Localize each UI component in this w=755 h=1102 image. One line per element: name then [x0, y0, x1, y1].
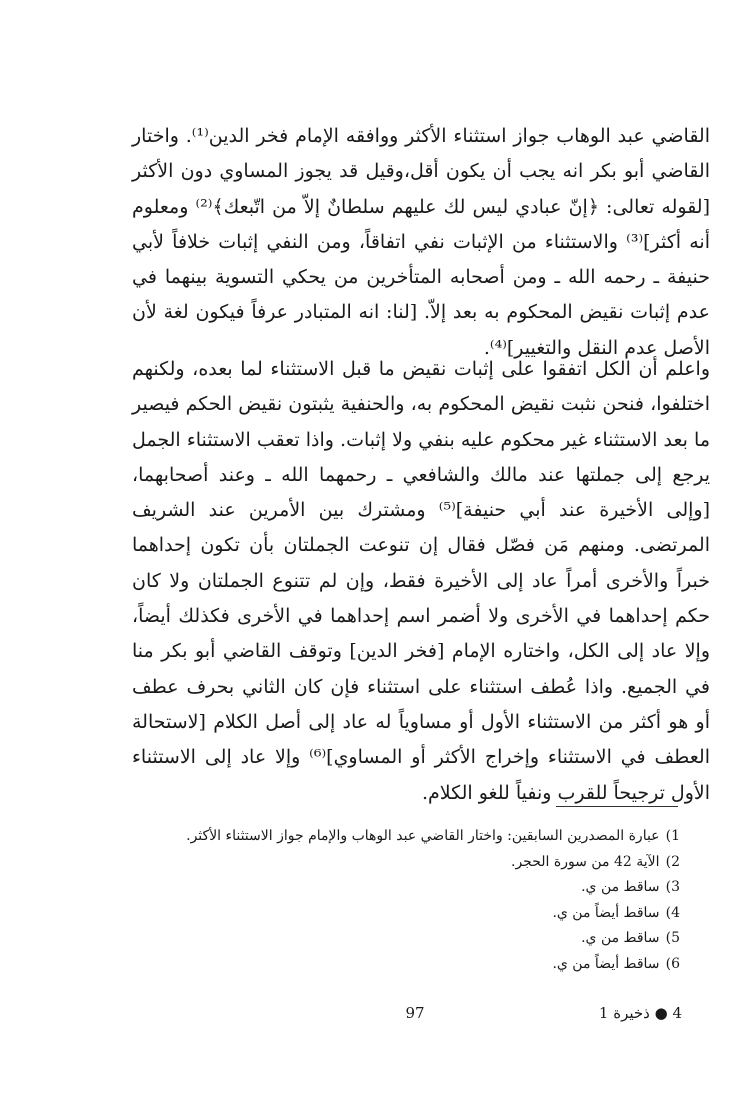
footnote-item	[160, 952, 680, 978]
footnote-item	[160, 850, 680, 876]
footnote-item	[160, 875, 680, 901]
paragraph-text: واعلم أن الكل اتفقوا على إثبات نقيض ما قبل الاستثناء لما بعده، ولكنهم اختلفوا، فنحن نثبت نقيض المحكوم به، والحنفية يثبتون نقيض الحكم فيصير ما بعد الاستثناء غير محكوم عليه بنفي ولا إثبات. واذا تعقب الاستثناء الجمل يرجع إلى جملتها عند مالك والشافعي ـ رحمهما الله ـ وعند أصحابهما، [وإلى الأخيرة عند أبي حنيفة]⁽⁵⁾ ومشترك بين الأمرين عند الشريف المرتضى. ومنهم مَن فصّل فقال إن تنوعت الجملتان بأن تكون إحداهما خبراً والأخرى أمراً عاد إلى الأخيرة فقط، وإن لم تتنوع الجملتان ولا كان حكم إحداهما في الأخرى ولا أضمر اسم إحداهما في الأخرى فكذلك أيضاً، وإلا عاد إلى الكل، واختاره الإمام [فخر الدين] وتوقف القاضي أبو بكر منا في الجميع. واذا عُطف استثناء على استثناء فإن كان الثاني بحرف عطف أو هو أكثر من الاستثناء الأول أو مساوياً له عاد إلى أصل الكلام [لاستحالة العطف في الاستثناء وإخراج الأكثر أو المساوي]⁽⁶⁾ وإلا عاد إلى الاستثناء الأول ترجيحاً للقرب ونفياً للغو الكلام.	[132, 358, 711, 804]
footnote-separator	[556, 806, 678, 807]
footnote-number: 2)	[665, 853, 680, 870]
footnote-text: الآية 42 من سورة الحجر.	[511, 853, 660, 870]
footnote-number: 1)	[665, 828, 680, 844]
main-text-paragraph-1	[132, 119, 710, 366]
main-text-paragraph-2	[132, 352, 710, 811]
footnote-item	[160, 824, 680, 850]
signature-mark: 4 ● ذخيرة 1	[598, 1004, 682, 1022]
footnote-text: عبارة المصدرين السابقين: واختار القاضي عبد الوهاب والإمام جواز الاستثناء الأكثر.	[186, 828, 660, 844]
footnote-number: 6)	[665, 955, 680, 972]
footnote-number: 4)	[665, 904, 680, 921]
paragraph-text: القاضي عبد الوهاب جواز استثناء الأكثر ووافقه الإمام فخر الدين⁽¹⁾. واختار القاضي أبو بكر انه يجب أن يكون أقل،وقيل قد يجوز المساوي دون الأكثر [لقوله تعالى: ﴿إنّ عبادي ليس لك عليهم سلطانٌ إلاّ من اتّبعك﴾⁽²⁾ ومعلوم أنه أكثر]⁽³⁾ والاستثناء من الإثبات نفي اتفاقاً، ومن النفي إثبات خلافاً لأبي حنيفة ـ رحمه الله ـ ومن أصحابه المتأخرين من يحكي التسوية بينهما في عدم إثبات نقيض المحكوم به بعد إلاّ. [لنا: انه المتبادر عرفاً فيكون لغة لأن الأصل عدم النقل والتغيير]⁽⁴⁾.	[132, 125, 711, 359]
footnote-item	[160, 926, 680, 952]
footnote-text: ساقط أيضاً من ي.	[552, 904, 660, 921]
footnote-text: ساقط أيضاً من ي.	[552, 955, 660, 972]
footnote-text: ساقط من ي.	[581, 879, 660, 895]
footnote-number: 3)	[665, 879, 680, 895]
footnotes-list	[160, 824, 680, 977]
footnote-text: ساقط من ي.	[581, 930, 660, 946]
footnote-item	[160, 901, 680, 927]
page-number: 97	[405, 1004, 425, 1022]
footnote-number: 5)	[665, 930, 680, 946]
